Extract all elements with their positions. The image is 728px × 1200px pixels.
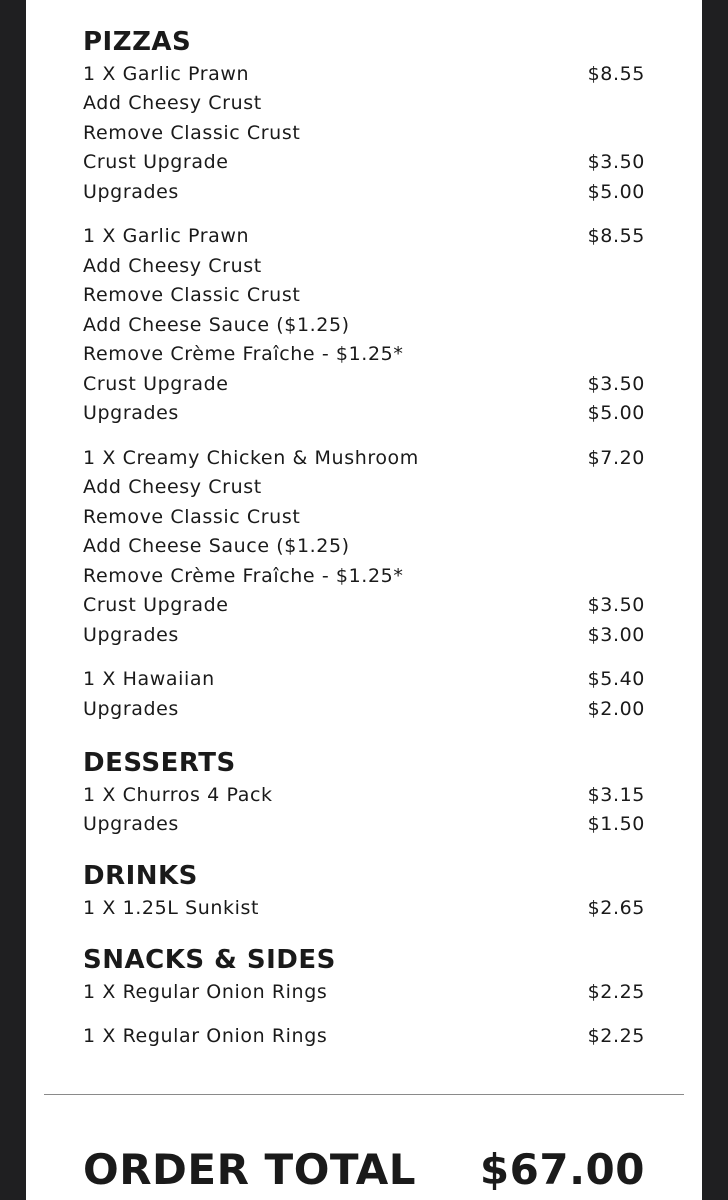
line-item-label: Add Cheesy Crust [83,476,262,499]
section-title: DRINKS [83,861,198,891]
line-item-price: $8.55 [587,62,645,85]
line-item-price: $3.00 [587,623,645,646]
line-item-label: Add Cheese Sauce ($1.25) [83,535,350,558]
order-item-garlic-prawn [83,59,645,207]
line-item [83,177,645,207]
line-item [83,591,645,621]
line-item-price: $8.55 [587,225,645,248]
section-drinks [83,861,645,938]
line-item [83,810,645,840]
section-title: DESSERTS [83,748,236,778]
line-item-label: Upgrades [83,813,179,836]
total-divider [44,1094,684,1095]
line-item [83,665,645,695]
order-item-sunkist [83,893,645,923]
line-item [83,281,645,311]
order-item-creamy-chicken-mushroom [83,443,645,650]
section-snacks-sides [83,945,645,1066]
line-item [83,118,645,148]
line-item-label: Remove Crème Fraîche - $1.25* [83,343,404,366]
line-item-label: Upgrades [83,180,179,203]
line-item [83,399,645,429]
line-item [83,1022,645,1052]
line-item-label: Crust Upgrade [83,151,229,174]
line-item-price: $3.50 [587,594,645,617]
line-item-price: $3.15 [587,783,645,806]
line-item-label: Add Cheesy Crust [83,254,262,277]
line-item [83,502,645,532]
line-item-label: 1 X Regular Onion Rings [83,980,328,1003]
line-item-label: 1 X Creamy Chicken & Mushroom [83,446,419,469]
line-item-label: 1 X Garlic Prawn [83,225,250,248]
line-item-price: $5.00 [587,402,645,425]
line-item [83,340,645,370]
line-item-price: $7.20 [587,446,645,469]
line-item-label: Crust Upgrade [83,372,229,395]
line-item-label: Upgrades [83,402,179,425]
order-total-label: ORDER TOTAL [83,1144,417,1194]
line-item [83,977,645,1007]
line-item [83,89,645,119]
line-item-label: 1 X Garlic Prawn [83,62,250,85]
order-item-onion-rings [83,977,645,1007]
line-item [83,561,645,591]
section-title: SNACKS & SIDES [83,945,336,975]
line-item-price: $3.50 [587,151,645,174]
line-item [83,694,645,724]
line-item-label: 1 X Hawaiian [83,668,215,691]
line-item [83,148,645,178]
line-item [83,620,645,650]
line-item-label: Upgrades [83,697,179,720]
order-receipt [26,0,702,1200]
order-total-value: $67.00 [479,1144,645,1194]
line-item-price: $5.40 [587,668,645,691]
line-item-price: $2.65 [587,896,645,919]
line-item [83,59,645,89]
line-item-label: 1 X Regular Onion Rings [83,1025,328,1048]
line-item [83,893,645,923]
line-item [83,473,645,503]
line-item-price: $3.50 [587,372,645,395]
line-item-label: Add Cheesy Crust [83,92,262,115]
section-pizzas [83,27,645,739]
order-total-row [83,1140,645,1198]
order-item-garlic-prawn [83,222,645,429]
line-item-label: Remove Crème Fraîche - $1.25* [83,564,404,587]
line-item-label: Add Cheese Sauce ($1.25) [83,313,350,336]
line-item-price: $5.00 [587,180,645,203]
line-item [83,780,645,810]
line-item-price: $2.25 [587,980,645,1003]
line-item-label: Remove Classic Crust [83,505,301,528]
line-item-label: Remove Classic Crust [83,121,301,144]
line-item-label: 1 X 1.25L Sunkist [83,896,260,919]
order-item-churros [83,780,645,839]
line-item-price: $1.50 [587,813,645,836]
section-title: PIZZAS [83,27,192,57]
line-item-label: Upgrades [83,623,179,646]
line-item-price: $2.25 [587,1025,645,1048]
line-item [83,532,645,562]
line-item [83,369,645,399]
line-item-label: Remove Classic Crust [83,284,301,307]
line-item-label: Crust Upgrade [83,594,229,617]
line-item [83,251,645,281]
line-item-price: $2.00 [587,697,645,720]
line-item [83,310,645,340]
line-item [83,222,645,252]
line-item-label: 1 X Churros 4 Pack [83,783,273,806]
section-desserts [83,748,645,854]
order-item-hawaiian [83,665,645,724]
order-item-onion-rings [83,1022,645,1052]
line-item [83,443,645,473]
